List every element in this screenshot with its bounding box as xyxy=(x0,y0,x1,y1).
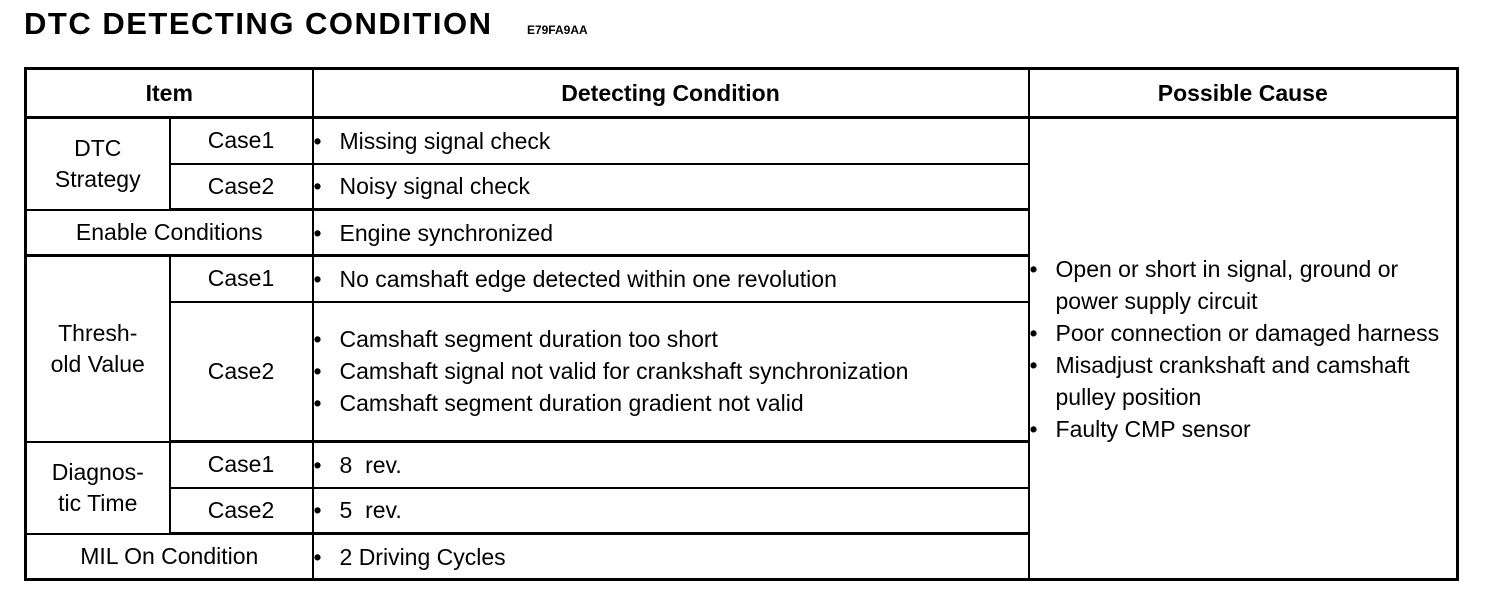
group-label-dtc-strategy xyxy=(26,118,170,210)
document-code: E79FA9AA xyxy=(526,23,588,37)
list-item xyxy=(1030,349,1457,413)
cause-text: Faulty CMP sensor xyxy=(1055,415,1251,442)
bullet-icon: • xyxy=(313,497,322,524)
condition-text: Camshaft segment duration too short xyxy=(339,326,718,353)
condition-list xyxy=(314,541,1028,573)
list-item xyxy=(314,217,1028,249)
condition-cell xyxy=(313,256,1029,302)
header-possible-cause: Possible Cause xyxy=(1029,69,1458,118)
bullet-icon: • xyxy=(313,451,322,478)
group-label-line: Diagnos- xyxy=(51,458,144,485)
condition-text: 5 rev. xyxy=(339,497,402,524)
condition-text: Noisy signal check xyxy=(339,173,530,200)
bullet-icon: • xyxy=(313,358,322,385)
condition-text: No camshaft edge detected within one revolution xyxy=(339,265,837,292)
list-item xyxy=(314,387,1028,419)
cause-text: Misadjust crankshaft and camshaft pulley position xyxy=(1055,351,1410,410)
bullet-icon: • xyxy=(313,127,322,154)
group-label-threshold-value xyxy=(26,256,170,442)
list-item xyxy=(1030,317,1457,349)
case-label: Case2 xyxy=(170,488,313,534)
condition-cell xyxy=(313,210,1029,256)
list-item xyxy=(1030,413,1457,445)
list-item xyxy=(314,125,1028,157)
list-item xyxy=(314,170,1028,202)
condition-list xyxy=(314,125,1028,157)
cause-text: Open or short in signal, ground or power supply circuit xyxy=(1055,255,1399,314)
bullet-icon: • xyxy=(1029,255,1038,282)
condition-list xyxy=(314,323,1028,419)
dtc-condition-table xyxy=(24,67,1459,581)
cause-text: Poor connection or damaged harness xyxy=(1055,319,1440,346)
condition-cell xyxy=(313,164,1029,210)
condition-text: Engine synchronized xyxy=(339,219,554,246)
condition-list xyxy=(314,170,1028,202)
condition-text: 8 rev. xyxy=(339,451,402,478)
list-item xyxy=(314,494,1028,526)
condition-cell xyxy=(313,534,1029,580)
table-row xyxy=(26,118,1458,164)
list-item xyxy=(314,263,1028,295)
possible-cause-cell xyxy=(1029,118,1458,580)
case-label: Case1 xyxy=(170,118,313,164)
list-item xyxy=(314,541,1028,573)
bullet-icon: • xyxy=(313,219,322,246)
item-label-enable-conditions: Enable Conditions xyxy=(26,210,313,256)
group-label-line: DTC xyxy=(74,134,122,161)
list-item xyxy=(1030,253,1457,317)
condition-list xyxy=(314,449,1028,481)
list-item xyxy=(314,449,1028,481)
condition-cell xyxy=(313,488,1029,534)
condition-text: Camshaft segment duration gradient not valid xyxy=(339,390,804,417)
condition-list xyxy=(314,494,1028,526)
group-label-line: tic Time xyxy=(58,489,138,516)
bullet-icon: • xyxy=(313,173,322,200)
case-label: Case2 xyxy=(170,164,313,210)
case-label: Case1 xyxy=(170,256,313,302)
bullet-icon: • xyxy=(1029,351,1038,378)
bullet-icon: • xyxy=(313,543,322,570)
list-item xyxy=(314,355,1028,387)
group-label-line: old Value xyxy=(50,350,145,377)
title-row xyxy=(24,6,588,46)
bullet-icon: • xyxy=(313,265,322,292)
bullet-icon: • xyxy=(1029,415,1038,442)
possible-cause-list xyxy=(1030,253,1457,445)
condition-cell xyxy=(313,118,1029,164)
condition-text: 2 Driving Cycles xyxy=(339,543,506,570)
list-item xyxy=(314,323,1028,355)
condition-text: Camshaft signal not valid for crankshaft synchronization xyxy=(339,358,909,385)
header-item: Item xyxy=(26,69,313,118)
condition-cell xyxy=(313,442,1029,488)
bullet-icon: • xyxy=(313,390,322,417)
group-label-line: Thresh- xyxy=(58,319,138,346)
condition-cell xyxy=(313,302,1029,442)
condition-list xyxy=(314,217,1028,249)
page-title: DTC DETECTING CONDITION xyxy=(24,6,493,41)
case-label: Case1 xyxy=(170,442,313,488)
condition-text: Missing signal check xyxy=(339,127,551,154)
case-label: Case2 xyxy=(170,302,313,442)
table-header-row xyxy=(26,69,1458,118)
group-label-diagnostic-time xyxy=(26,442,170,534)
item-label-mil-on-condition: MIL On Condition xyxy=(26,534,313,580)
bullet-icon: • xyxy=(1029,319,1038,346)
header-detecting-condition: Detecting Condition xyxy=(313,69,1029,118)
condition-list xyxy=(314,263,1028,295)
bullet-icon: • xyxy=(313,326,322,353)
group-label-line: Strategy xyxy=(54,165,141,192)
